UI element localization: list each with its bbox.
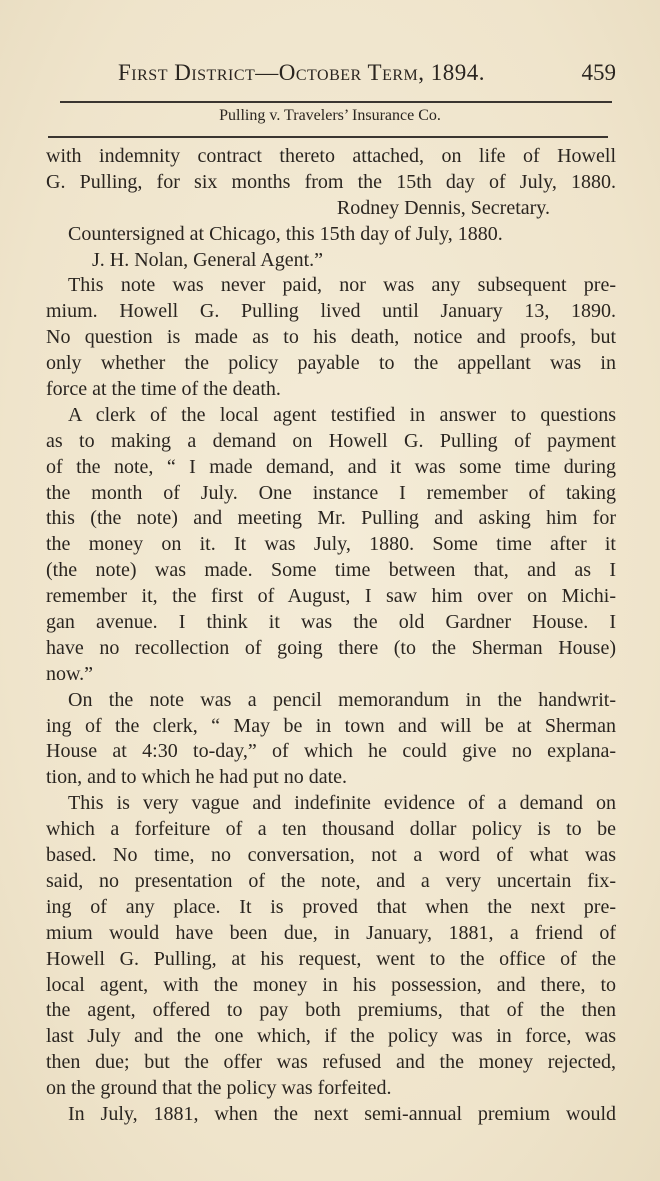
text-line: of the note, “ I made demand, and it was some time during (46, 455, 616, 478)
text-line: this (the note) and meeting Mr. Pulling and asking him for (46, 507, 616, 530)
text-line: now.” (46, 662, 94, 685)
text-line: on the ground that the policy was forfeited. (46, 1077, 392, 1100)
text-line: force at the time of the death. (46, 378, 281, 401)
header-rule-bottom (48, 136, 608, 138)
text-line: tion, and to which he had put no date. (46, 766, 348, 789)
text-line: have no recollection of going there (to the Sherman House) (46, 636, 616, 659)
text-line: said, no presentation of the note, and a very uncertain fix- (46, 869, 616, 892)
text-line: local agent, with the money in his possession, and there, to (46, 973, 616, 996)
text-line: A clerk of the local agent testified in answer to questions (68, 403, 616, 426)
text-line: ing of any place. It is proved that when the next pre- (46, 895, 616, 918)
text-line: (the note) was made. Some time between that, and as I (46, 559, 616, 582)
text-line: as to making a demand on Howell G. Pulling of payment (46, 429, 616, 452)
text-line: only whether the policy payable to the appellant was in (46, 352, 616, 375)
text-line: Howell G. Pulling, at his request, went to the office of the (46, 947, 616, 970)
text-line: This is very vague and indefinite evidence of a demand on (68, 792, 616, 815)
text-line: In July, 1881, when the next semi-annual premium would (68, 1102, 616, 1125)
text-line: No question is made as to his death, notice and proofs, but (46, 326, 616, 349)
text-line: with indemnity contract thereto attached, on life of Howell (46, 145, 616, 167)
text-line: mium. Howell G. Pulling lived until January 13, 1890. (46, 300, 616, 323)
text-line: On the note was a pencil memorandum in the handwrit- (68, 688, 616, 711)
case-caption: Pulling v. Travelers’ Insurance Co. (219, 107, 441, 124)
text-line: G. Pulling, for six months from the 15th day of July, 1880. (46, 170, 616, 193)
text-line: which a forfeiture of a ten thousand dollar policy is to be (46, 818, 616, 841)
text-line: based. No time, no conversation, not a word of what was (46, 844, 616, 867)
text-line: This note was never paid, nor was any subsequent pre- (68, 274, 616, 297)
text-line: House at 4:30 to-day,” of which he could give no explana- (46, 740, 616, 763)
text-line: Countersigned at Chicago, this 15th day of July, 1880. (68, 222, 503, 245)
page-number: 459 (581, 60, 616, 85)
text-line: ing of the clerk, “ May be in town and will be at Sherman (46, 714, 616, 737)
text-line: Rodney Dennis, Secretary. (336, 196, 550, 219)
text-line: mium would have been due, in January, 1881, a friend of (46, 921, 616, 944)
text-line: the month of July. One instance I remember of taking (46, 481, 616, 504)
text-line: the money on it. It was July, 1880. Some time after it (46, 533, 616, 556)
text-line: J. H. Nolan, General Agent.” (92, 248, 324, 271)
text-line: remember it, the first of August, I saw him over on Michi- (46, 585, 616, 608)
text-line: last July and the one which, if the policy was in force, was (46, 1025, 616, 1048)
text-line: gan avenue. I think it was the old Gardner House. I (46, 611, 616, 634)
text-line: then due; but the offer was refused and the money rejected, (46, 1051, 616, 1074)
running-head (118, 60, 616, 90)
body-text (46, 144, 616, 1128)
text-line: the agent, offered to pay both premiums, that of the then (46, 999, 616, 1022)
running-title: First District—October Term, 1894. (118, 60, 486, 85)
header-rule-top (60, 101, 612, 103)
